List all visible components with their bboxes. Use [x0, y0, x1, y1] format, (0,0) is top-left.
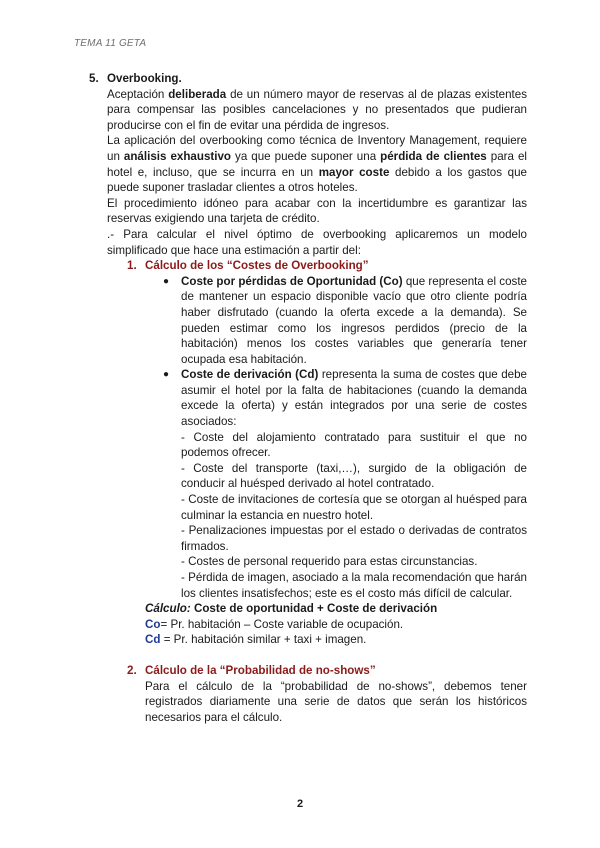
- subsection-number: 2.: [127, 663, 137, 677]
- paragraph-model-intro: .- Para calcular el nivel óptimo de overbooking aplicaremos un modelo simplificado que hace una estimación a partir del:: [107, 227, 527, 257]
- list-item-co: ● Coste por pérdidas de Oportunidad (Co) que representa el coste de mantener un espacio disponible vacío que otro cliente podría haber disfrutado (cuando la oferta excede a la demanda). Se pueden estimar como los ingresos perdidos (precio de la habitación) menos los costes variables que generaría tener ocupada esa habitación.: [163, 274, 527, 366]
- paragraph-application: La aplicación del overbooking como técnica de Inventory Management, requiere un análisis exhaustivo ya que puede suponer una pérdida de clientes para el hotel e, incluso, que se incurra en un mayor coste debido a los gastos que puede suponer trasladar clientes a otros hoteles.: [107, 134, 528, 195]
- list-item: - Coste de invitaciones de cortesía que se otorgan al huésped para culminar la estancia en nuestro hotel.: [181, 493, 527, 522]
- subsection-no-shows: [89, 663, 527, 679]
- paragraph-no-shows: Para el cálculo de la “probabilidad de no-shows”, debemos tener registrados diariamente una serie de datos que serán los históricos necesarios para el cálculo.: [145, 679, 527, 724]
- bullet-icon: ●: [163, 369, 170, 381]
- calculation-formula: Cálculo: Coste de oportunidad + Coste de derivación: [145, 602, 438, 616]
- formula-co: Co= Pr. habitación – Coste variable de ocupación.: [145, 617, 404, 631]
- paragraph-definition: Aceptación deliberada de un número mayor de reservas al de plazas existentes para compensar las posibles cancelaciones y no presentados que pudieran producirse con el fin de evitar una pérdida de ingresos.: [107, 87, 527, 132]
- list-item: - Coste del alojamiento contratado para sustituir el que no podemos ofrecer.: [181, 430, 527, 460]
- list-item-cd: ● Coste de derivación (Cd) representa la suma de costes que debe asumir el hotel por la falta de habitaciones (cuando la demanda excede la oferta) y están integrados por una serie de costes asociados:: [163, 368, 528, 429]
- paragraph-procedure: El procedimiento idóneo para acabar con la incertidumbre es garantizar las reservas exigiendo una tarjeta de crédito.: [107, 196, 527, 226]
- document-body: [89, 71, 527, 725]
- subsection-number: 1.: [127, 259, 137, 273]
- list-item: - Penalizaciones impuestas por el estado o derivadas de contratos firmados.: [181, 524, 527, 553]
- page-number: 2: [296, 798, 304, 810]
- section-number: 5.: [89, 72, 99, 85]
- associated-costs-list: [89, 430, 527, 602]
- bullet-icon: ●: [163, 275, 170, 287]
- list-item: - Costes de personal requerido para estas circunstancias.: [181, 555, 478, 569]
- section-overbooking: [89, 71, 527, 258]
- section-title: Overbooking.: [107, 72, 182, 85]
- list-item: - Pérdida de imagen, asociado a la mala recomendación que harán los clientes insatisfechos; este es el costo más difícil de calcular.: [181, 571, 527, 600]
- cost-bullet-list: [89, 274, 527, 430]
- formula-cd: Cd = Pr. habitación similar + taxi + imagen.: [145, 633, 367, 647]
- subsection-costes: [89, 258, 527, 274]
- subsection-title: Cálculo de los “Costes de Overbooking”: [145, 259, 369, 273]
- running-header: TEMA 11 GETA: [74, 38, 147, 49]
- subsection-title: Cálculo de la “Probabilidad de no-shows”: [145, 663, 376, 677]
- list-item: - Coste del transporte (taxi,…), surgido de la obligación de conducir al huésped derivado al hotel contratado.: [181, 461, 527, 491]
